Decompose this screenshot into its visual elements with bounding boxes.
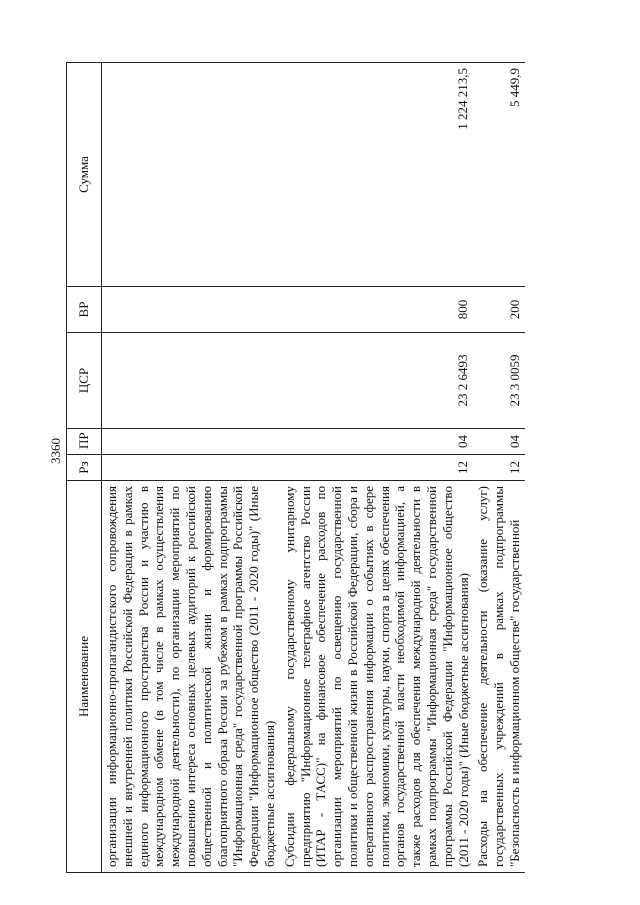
row-vr: 200 (473, 287, 524, 333)
row-sum (102, 63, 280, 287)
row-sum: 1 224 213,5 (280, 63, 474, 287)
row-name: Расходы на обеспечение деятельности (оказание услуг) государственных учреждений в рамках подпрограммы "Безопасность в информационном обществе" государственной (473, 481, 524, 873)
page-number: 3360 (48, 438, 63, 464)
row-pr: 04 (473, 429, 524, 455)
table-row (102, 63, 280, 873)
row-rz (102, 455, 280, 481)
header-rz: Рз (67, 455, 102, 481)
table-row (280, 63, 474, 873)
header-sum: Сумма (67, 63, 102, 287)
row-pr: 04 (280, 429, 474, 455)
rotated-page-content (66, 63, 606, 873)
header-pr: ПР (67, 429, 102, 455)
row-vr (102, 287, 280, 333)
header-vr: ВР (67, 287, 102, 333)
row-rz: 12 (473, 455, 524, 481)
header-csr: ЦСР (67, 333, 102, 429)
row-name: организации информационно-пропагандистского сопровождения внешней и внутренней политики Российской Федерации в рамках единого информационного пространства России и участию в международном обмене (в том числе в рамках осуществления международной деятельности), по организации мероприятий по повышению интереса основных целевых аудиторий к российской общественной и политической жизни и формированию благоприятного образа России за рубежом в рамках подпрограммы "Информационная среда" государственной программы Российской Федерации "Информационное общество (2011 - 2020 годы)" (Иные бюджетные ассигнования) (102, 481, 280, 873)
row-sum: 5 449,9 (473, 63, 524, 287)
header-name: Наименование (67, 481, 102, 873)
row-vr: 800 (280, 287, 474, 333)
row-pr (102, 429, 280, 455)
budget-table (66, 62, 525, 873)
row-csr (102, 333, 280, 429)
row-rz: 12 (280, 455, 474, 481)
table-row (473, 63, 524, 873)
row-csr: 23 3 0059 (473, 333, 524, 429)
landscape-sheet (66, 63, 606, 873)
table-header-row (67, 63, 102, 873)
row-csr: 23 2 6493 (280, 333, 474, 429)
row-name: Субсидии федеральному государственному унитарному предприятию "Информационное телеграфное агентство России (ИТАР - ТАСС)" на финансовое обеспечение расходов по организации мероприятий по освещению государственной политики и общественной жизни в Российской Федерации, сбора и оперативного распространения информации о событиях в сфере политики, экономики, культуры, науки, спорта в целях обеспечения органов государственной власти необходимой информацией, а также расходов для обеспечения международной деятельности в рамках подпрограммы "Информационная среда" государственной программы Российской Федерации "Информационное общество (2011 - 2020 годы)" (Иные бюджетные ассигнования) (280, 481, 474, 873)
